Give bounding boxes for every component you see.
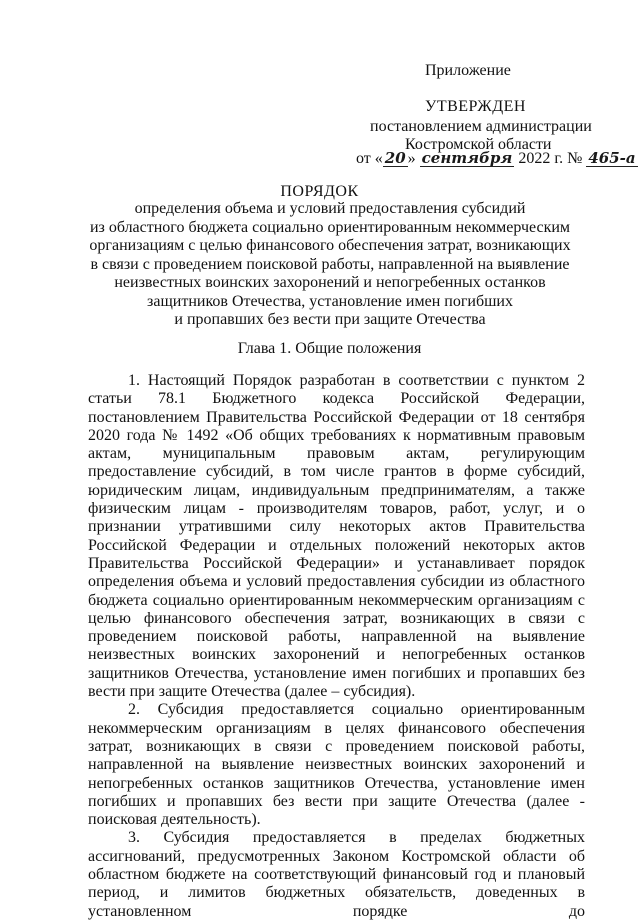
approved-stamp-heading: УТВЕРЖДЕН — [425, 98, 526, 115]
paragraph-2: 2. Субсидия предоставляется социально ориентированным некоммерческим организациям в целях финансового обеспечения затрат, возникающих в связи с проведением поисковой работы, направленной на выявление неизвестных воинских захоронений и непогребенных останков защитников Отечества, установление имен погибших и пропавших без вести при защите Отечества (далее - поисковая деятельность). — [88, 701, 585, 829]
subtitle-line: и пропавших без вести при защите Отечества — [174, 311, 486, 328]
date-mid: » — [407, 150, 420, 167]
document-title: ПОРЯДОК — [280, 183, 359, 200]
document-subtitle — [60, 200, 600, 330]
date-year: 2022 г. № — [514, 150, 587, 167]
subtitle-line: защитников Отечества, установление имен погибших — [147, 292, 513, 310]
approval-date-line — [356, 150, 638, 168]
subtitle-line: из областного бюджета социально ориентированным некоммерческим — [89, 218, 571, 236]
date-prefix: от « — [356, 150, 383, 167]
approved-region-line: Костромской области — [405, 136, 552, 153]
appendix-label: Приложение — [425, 62, 511, 79]
handwritten-month: сентября — [421, 149, 513, 167]
handwritten-number: 465-а — [588, 149, 636, 167]
paragraph-3: 3. Субсидия предоставляется в пределах бюджетных ассигнований, предусмотренных Законом Костромской области об областном бюджете на соответствующий финансовый год и плановый период, и лимитов бюджетных обязательств, доведенных в установленном порядке до — [88, 829, 585, 920]
approved-by-line: постановлением администрации — [370, 118, 592, 135]
paragraph-1: 1. Настоящий Порядок разработан в соответствии с пунктом 2 статьи 78.1 Бюджетного кодекса Российской Федерации, постановлением Правительства Российской Федерации от 18 сентября 2020 года № 1492 «Об общих требованиях к нормативным правовым актам, муниципальным правовым актам, регулирующим предоставление субсидий, в том числе грантов в форме субсидий, юридическим лицам, индивидуальным предпринимателям, а также физическим лицам - производителям товаров, работ, услуг, и о признании утратившими силу некоторых актов Правительства Российской Федерации и отдельных положений некоторых актов Правительства Российской Федерации» и устанавливает порядок определения объема и условий предоставления субсидии из областного бюджета социально ориентированным некоммерческим организациям с целью финансового обеспечения затрат, возникающих в связи с проведением поисковой работы, направленной на выявление неизвестных воинских захоронений и непогребенных останков защитников Отечества, установление имен погибших и пропавших без вести при защите Отечества (далее – субсидия). — [88, 372, 585, 701]
document-body — [88, 372, 585, 921]
handwritten-day: 20 — [384, 149, 406, 167]
chapter-heading: Глава 1. Общие положения — [237, 340, 422, 357]
subtitle-line: неизвестных воинских захоронений и непогребенных останков — [114, 274, 546, 291]
subtitle-line: определения объема и условий предоставления субсидий — [134, 200, 526, 217]
subtitle-line: в связи с проведением поисковой работы, направленной на выявление — [90, 255, 570, 273]
subtitle-line: организациям с целью финансового обеспечения затрат, возникающих — [89, 237, 571, 254]
